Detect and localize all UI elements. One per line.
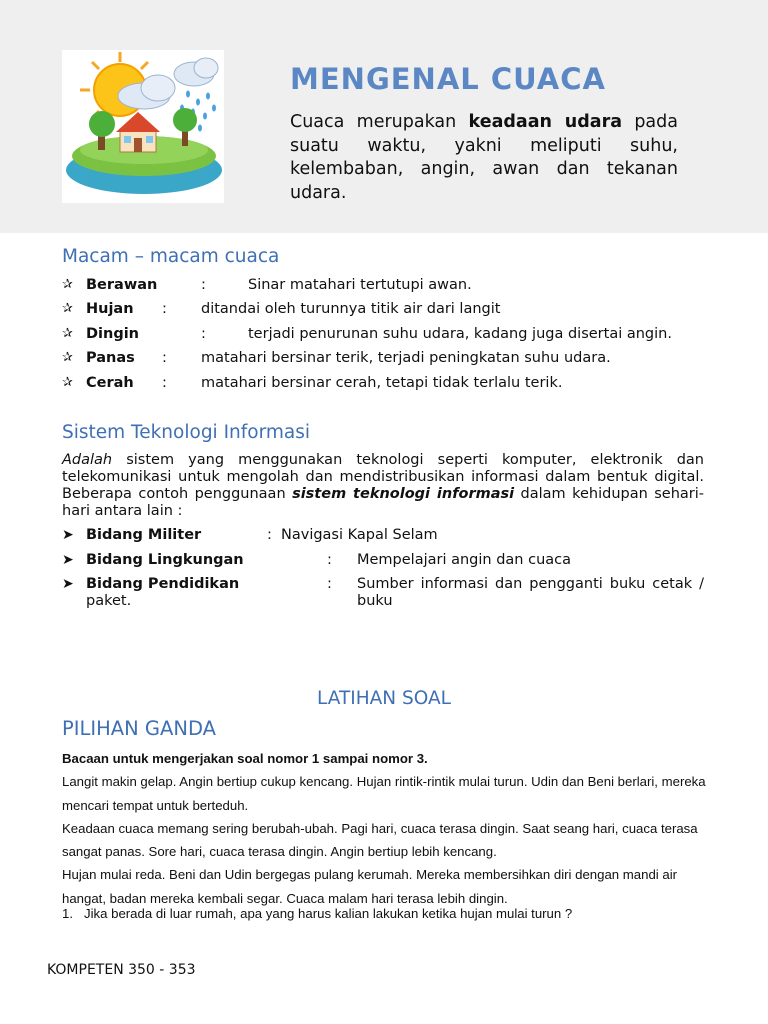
field-desc: Navigasi Kapal Selam	[281, 527, 438, 543]
list-item	[62, 374, 722, 398]
sti-text-mid: sistem yang menggunakan teknologi seperti komputer, elektronik dan telekomunikasi untuk mengolah dan mendistribusikan informasi dalam bentuk digital. Beberapa contoh penggunaan	[62, 452, 704, 502]
field-term: Bidang Pendidikan	[86, 576, 240, 592]
reading-passage	[62, 747, 708, 910]
separator-colon: :	[327, 576, 332, 592]
weather-desc: Sinar matahari tertutupi awan.	[248, 277, 472, 293]
star-bullet-icon: ✰	[62, 301, 73, 317]
weather-term: Cerah	[86, 374, 134, 391]
star-bullet-icon: ✰	[62, 325, 73, 341]
weather-desc: terjadi penurunan suhu udara, kadang juga disertai angin.	[248, 325, 672, 342]
sti-examples-list	[62, 527, 704, 618]
intro-text-bold: keadaan udara	[468, 112, 623, 132]
footer-text: KOMPETEN 350 - 353	[47, 962, 196, 978]
reading-paragraph: Hujan mulai reda. Beni dan Udin bergegas pulang kerumah. Mereka membersihkan diri dengan mandi air hangat, badan mereka kembali segar. Cuaca malam hari terasa lebih dingin.	[62, 867, 678, 906]
star-bullet-icon: ✰	[62, 277, 73, 292]
field-desc: Sumber informasi dan pengganti buku cetak / buku	[357, 576, 704, 609]
separator-colon: :	[327, 551, 332, 568]
exercise-subtitle: PILIHAN GANDA	[62, 717, 216, 740]
separator-colon: :	[201, 277, 206, 293]
star-bullet-icon: ✰	[62, 350, 73, 366]
weather-term: Hujan	[86, 301, 134, 318]
reading-title: Bacaan untuk mengerjakan soal nomor 1 sampai nomor 3.	[62, 751, 428, 766]
weather-types-list	[62, 276, 722, 398]
arrow-bullet-icon: ➤	[62, 527, 74, 543]
intro-paragraph	[290, 111, 678, 205]
separator-colon: :	[267, 527, 272, 543]
weather-desc: ditandai oleh turunnya titik air dari langit	[201, 301, 501, 318]
weather-term: Panas	[86, 350, 135, 367]
list-item	[62, 349, 722, 373]
sti-italic-word: Adalah	[62, 452, 113, 468]
intro-text-post: pada suatu waktu, yakni meliputi suhu, kelembaban, angin, awan dan tekanan udara.	[290, 112, 678, 203]
page-title: MENGENAL CUACA	[290, 62, 606, 96]
list-item	[62, 300, 722, 324]
star-bullet-icon: ✰	[62, 374, 73, 390]
weather-term: Dingin	[86, 325, 140, 342]
list-item	[62, 276, 722, 300]
question-number: 1.	[62, 906, 73, 921]
question-1	[62, 906, 572, 921]
intro-text-pre: Cuaca merupakan	[290, 112, 469, 132]
reading-paragraph: Langit makin gelap. Angin bertiup cukup kencang. Hujan rintik-rintik mulai turun. Udin dan Beni berlari, mereka mencari tempat untuk berteduh.	[62, 774, 706, 813]
field-desc: Mempelajari angin dan cuaca	[357, 551, 572, 568]
list-item	[62, 527, 704, 552]
weather-illustration-icon	[62, 50, 224, 203]
reading-paragraph: Keadaan cuaca memang sering berubah-ubah. Pagi hari, cuaca terasa dingin. Saat seang hari, cuaca terasa sangat panas. Sore hari, cuaca terasa dingin. Angin bertiup lebih kencang.	[62, 820, 698, 860]
separator-colon: :	[162, 374, 167, 391]
separator-colon: :	[201, 325, 206, 342]
field-term: Bidang Militer	[86, 527, 202, 543]
weather-desc: matahari bersinar terik, terjadi peningkatan suhu udara.	[201, 350, 611, 367]
weather-types-heading: Macam – macam cuaca	[62, 246, 280, 267]
list-item	[62, 552, 704, 577]
exercise-title: LATIHAN SOAL	[317, 688, 451, 709]
field-term: Bidang Lingkungan	[86, 551, 244, 568]
sti-text-end: dalam kehidupan sehari-hari antara lain :	[62, 486, 704, 519]
arrow-bullet-icon: ➤	[62, 551, 74, 568]
list-item	[62, 576, 704, 618]
weather-term: Berawan	[86, 277, 158, 293]
separator-colon: :	[162, 350, 167, 367]
sti-heading: Sistem Teknologi Informasi	[62, 422, 311, 443]
arrow-bullet-icon: ➤	[62, 576, 74, 592]
question-text: Jika berada di luar rumah, apa yang harus kalian lakukan ketika hujan mulai turun ?	[84, 906, 573, 921]
sti-paragraph	[62, 452, 704, 520]
sti-bolditalic-text: sistem teknologi informasi	[292, 486, 515, 502]
list-item	[62, 325, 722, 349]
separator-colon: :	[162, 301, 167, 318]
field-desc-continued: paket.	[86, 593, 132, 609]
weather-desc: matahari bersinar cerah, tetapi tidak terlalu terik.	[201, 374, 563, 391]
